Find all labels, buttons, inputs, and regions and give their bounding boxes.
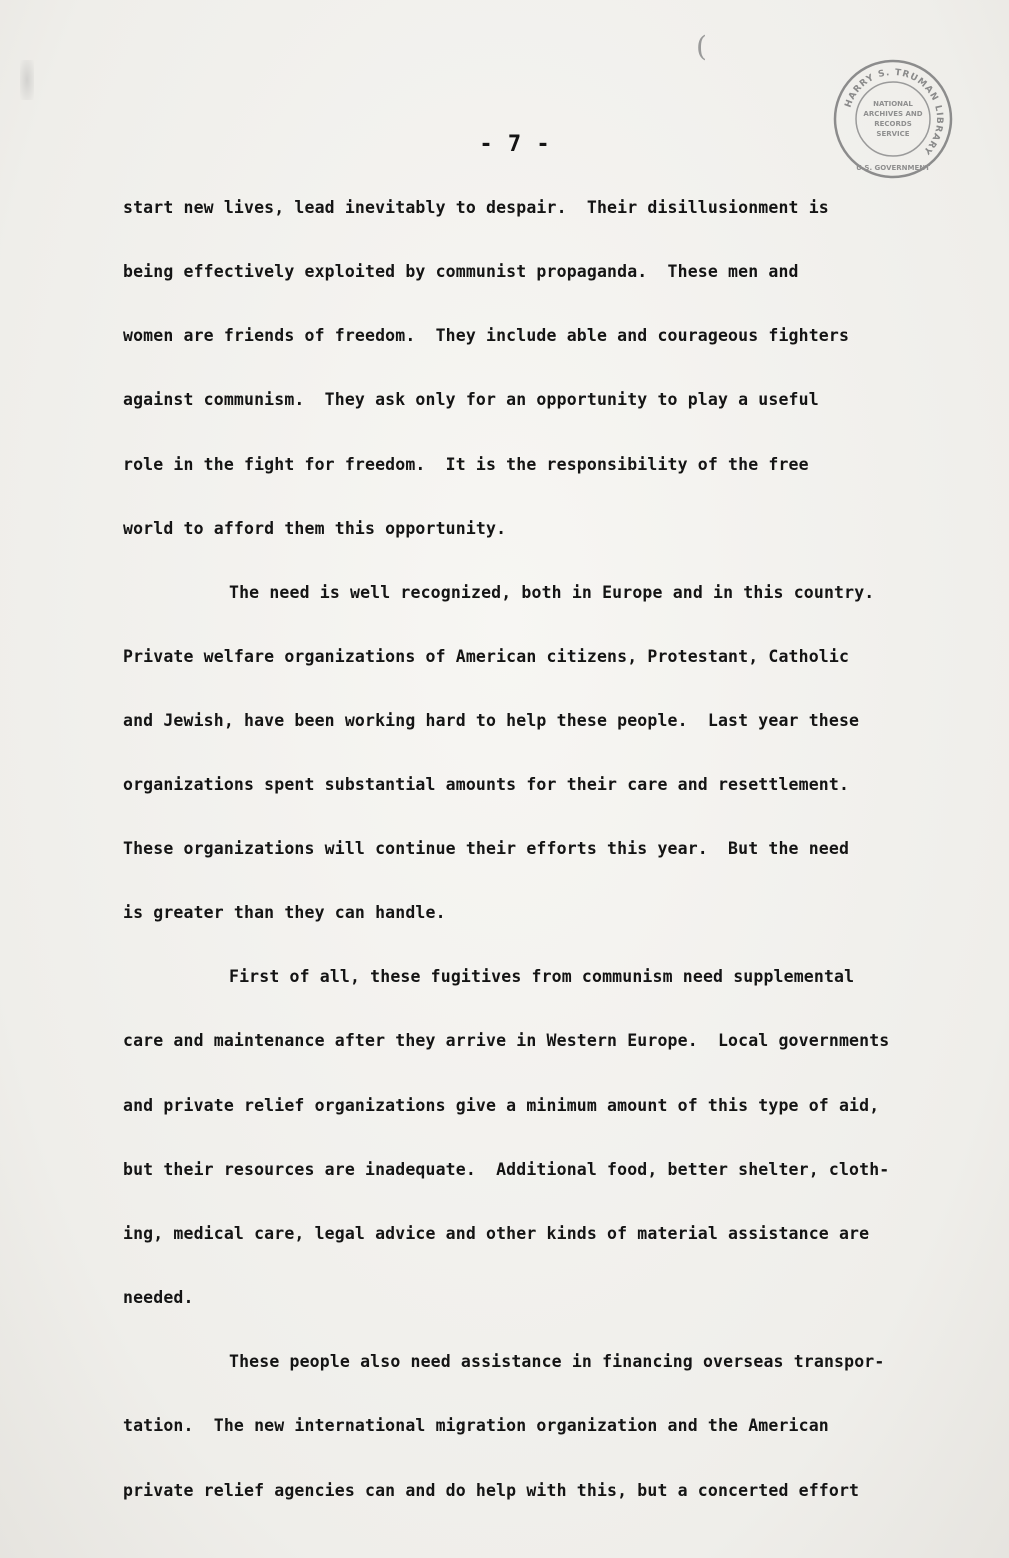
p2-line-5: These organizations will continue their efforts this year. But the need — [123, 839, 850, 858]
p1-line-1: start new lives, lead inevitably to despair. Their disillusionment is — [123, 198, 829, 217]
page-number: - 7 - — [479, 132, 551, 157]
p4-line-2: tation. The new international migration organization and the American — [123, 1416, 829, 1435]
stamp-inner-line-3: RECORDS — [874, 120, 912, 128]
p1-line-5: role in the fight for freedom. It is the responsibility of the free — [123, 455, 809, 474]
stamp-inner-line-1: NATIONAL — [873, 100, 913, 108]
p2-line-4: organizations spent substantial amounts for their care and resettlement. — [123, 775, 850, 794]
p2-line-2: Private welfare organizations of American citizens, Protestant, Catholic — [123, 647, 850, 666]
p1-line-2: being effectively exploited by communist propaganda. These men and — [123, 262, 799, 281]
p3-line-5: ing, medical care, legal advice and other kinds of material assistance are — [123, 1224, 870, 1243]
p1-line-4: against communism. They ask only for an opportunity to play a useful — [123, 390, 819, 409]
stray-mark: ( — [696, 30, 707, 63]
p2-line-1: The need is well recognized, both in Europe and in this country. — [229, 583, 875, 602]
p3-line-1: First of all, these fugitives from communism need supplemental — [229, 967, 855, 986]
stamp-bottom-text: U.S. GOVERNMENT — [856, 164, 930, 172]
p3-line-2: care and maintenance after they arrive in Western Europe. Local governments — [123, 1031, 890, 1050]
edge-smudge — [20, 60, 34, 100]
stamp-ring-text: HARRY S. TRUMAN LIBRARY — [843, 67, 945, 157]
p3-line-4: but their resources are inadequate. Additional food, better shelter, cloth- — [123, 1160, 890, 1179]
archive-stamp — [832, 58, 954, 180]
p3-line-6: needed. — [123, 1288, 194, 1307]
p1-line-6: world to afford them this opportunity. — [123, 519, 507, 538]
p2-line-3: and Jewish, have been working hard to help these people. Last year these — [123, 711, 860, 730]
stamp-inner-line-2: ARCHIVES AND — [863, 110, 923, 118]
p4-line-1: These people also need assistance in financing overseas transpor- — [229, 1352, 885, 1371]
p2-line-6: is greater than they can handle. — [123, 903, 446, 922]
p3-line-3: and private relief organizations give a minimum amount of this type of aid, — [123, 1096, 880, 1115]
stamp-inner-line-4: SERVICE — [876, 130, 910, 138]
p1-line-3: women are friends of freedom. They include able and courageous fighters — [123, 326, 850, 345]
p4-line-3: private relief agencies can and do help with this, but a concerted effort — [123, 1481, 860, 1500]
